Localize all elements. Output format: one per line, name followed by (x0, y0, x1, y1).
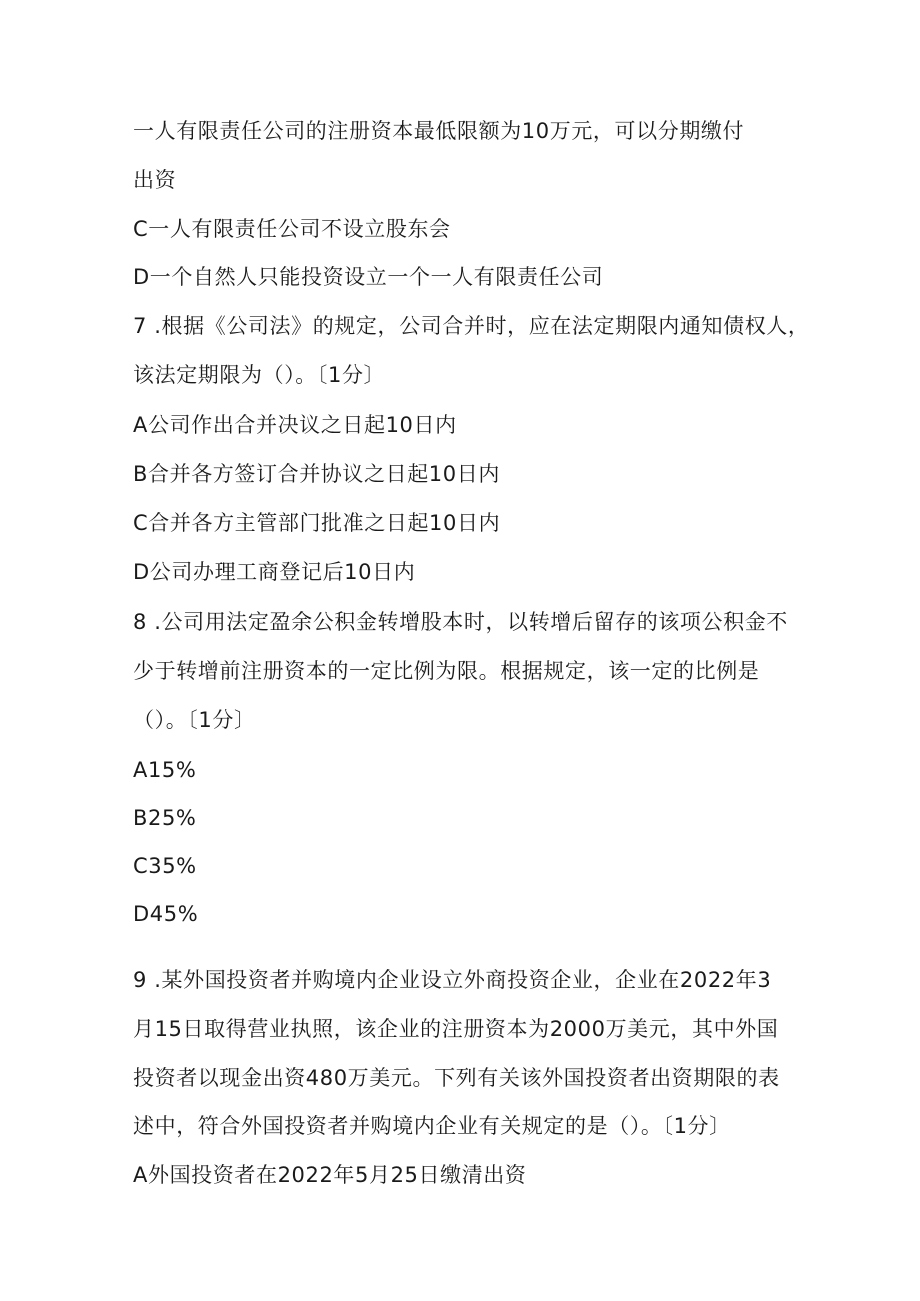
q8-option-d: D45% (133, 902, 199, 926)
option-b-text-line1: 一人有限责任公司的注册资本最低限额为10万元，可以分期缴付 (133, 119, 745, 143)
q7-option-b: B合并各方签订合并协议之日起10日内 (133, 462, 500, 486)
q9-option-a: A外国投资者在2022年5月25日缴清出资 (133, 1163, 527, 1187)
q7-option-a: A公司作出合并决议之日起10日内 (133, 413, 457, 437)
question-8-line2: 少于转增前注册资本的一定比例为限。根据规定，该一定的比例是 (133, 659, 760, 683)
q8-option-c: C35% (133, 854, 197, 878)
q8-option-a: A15% (133, 758, 197, 782)
q7-option-d: D公司办理工商登记后10日内 (133, 560, 416, 584)
question-7-line1: 7 .根据《公司法》的规定，公司合并时，应在法定期限内通知债权人， (133, 314, 810, 338)
option-b-text-line2: 出资 (133, 168, 177, 192)
q7-option-c: C合并各方主管部门批准之日起10日内 (133, 511, 501, 535)
question-9-line4: 述中，符合外国投资者并购境内企业有关规定的是（）。〔1分〕 (133, 1114, 731, 1138)
question-9-line2: 月15日取得营业执照，该企业的注册资本为2000万美元，其中外国 (133, 1017, 779, 1041)
question-9-line1: 9 .某外国投资者并购境内企业设立外商投资企业，企业在2022年3 (133, 968, 772, 992)
question-7-line2: 该法定期限为（）。〔1分〕 (133, 363, 386, 387)
option-d-text: D一个自然人只能投资设立一个一人有限责任公司 (133, 265, 604, 289)
q8-option-b: B25% (133, 806, 197, 830)
option-c-text: C一人有限责任公司不设立股东会 (133, 217, 451, 241)
question-8-line1: 8 .公司用法定盈余公积金转增股本时，以转增后留存的该项公积金不 (133, 610, 788, 634)
question-8-line3: （）。〔1分〕 (133, 708, 256, 732)
question-9-line3: 投资者以现金出资480万美元。下列有关该外国投资者出资期限的表 (133, 1066, 780, 1090)
